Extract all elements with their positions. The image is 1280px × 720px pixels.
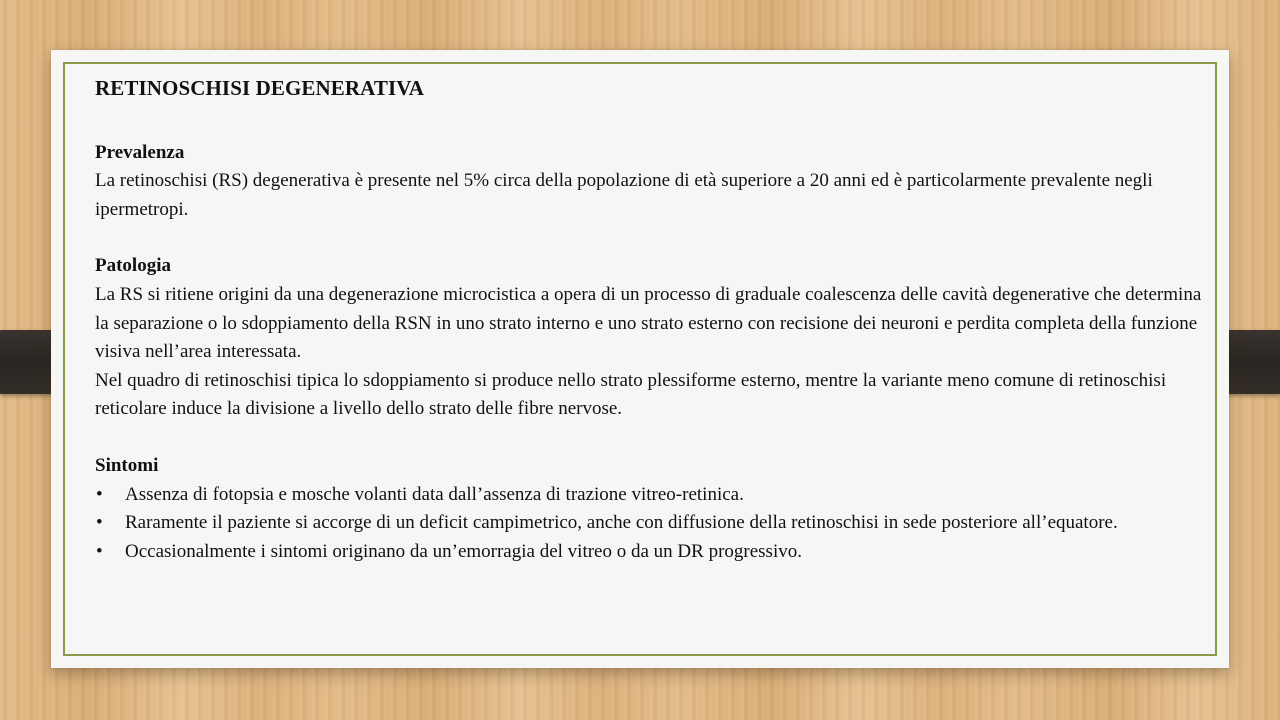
list-item bbox=[95, 509, 1205, 538]
section-patologia bbox=[95, 252, 1205, 424]
section-sintomi bbox=[95, 452, 1205, 566]
section-heading: Prevalenza bbox=[95, 141, 185, 163]
section-spacer bbox=[95, 224, 1205, 252]
bullet-marker: • bbox=[96, 540, 103, 562]
section-paragraph: La retinoschisi (RS) degenerativa è presente nel 5% circa della popolazione di età superiore a 20 anni ed è particolarmente prevalente negli ipermetropi. bbox=[95, 170, 1153, 220]
symptom-list bbox=[95, 481, 1205, 567]
slide-content bbox=[95, 74, 1205, 566]
section-paragraph: La RS si ritiene origini da una degenerazione microcistica a opera di un processo di graduale coalescenza delle cavità degenerative che determina la separazione o lo sdoppiamento della RSN in uno strato interno e uno strato esterno con recisione dei neuroni e perdita completa della funzione visiva nell’area interessata. bbox=[95, 283, 1202, 363]
list-item bbox=[95, 481, 1205, 510]
list-item bbox=[95, 538, 1205, 567]
bullet-marker: • bbox=[96, 512, 103, 534]
list-item-text: Raramente il paziente si accorge di un deficit campimetrico, anche con diffusione della retinoschisi in sede posteriore all’equatore. bbox=[125, 512, 1118, 534]
section-heading: Patologia bbox=[95, 255, 171, 277]
bullet-marker: • bbox=[96, 483, 103, 505]
section-paragraph: Nel quadro di retinoschisi tipica lo sdoppiamento si produce nello strato plessiforme esterno, mentre la variante meno comune di retinoschisi reticolare induce la divisione a livello dello strato delle fibre nervose. bbox=[95, 369, 1167, 420]
list-item-text: Assenza di fotopsia e mosche volanti data dall’assenza di trazione vitreo-retinica. bbox=[125, 483, 744, 505]
slide-title: RETINOSCHISI DEGENERATIVA bbox=[95, 76, 425, 100]
section-prevalenza bbox=[95, 139, 1205, 225]
section-heading: Sintomi bbox=[95, 454, 159, 476]
list-item-text: Occasionalmente i sintomi originano da un’emorragia del vitreo o da un DR progressivo. bbox=[125, 540, 802, 562]
section-spacer bbox=[95, 424, 1205, 452]
slide-paper bbox=[51, 50, 1229, 668]
